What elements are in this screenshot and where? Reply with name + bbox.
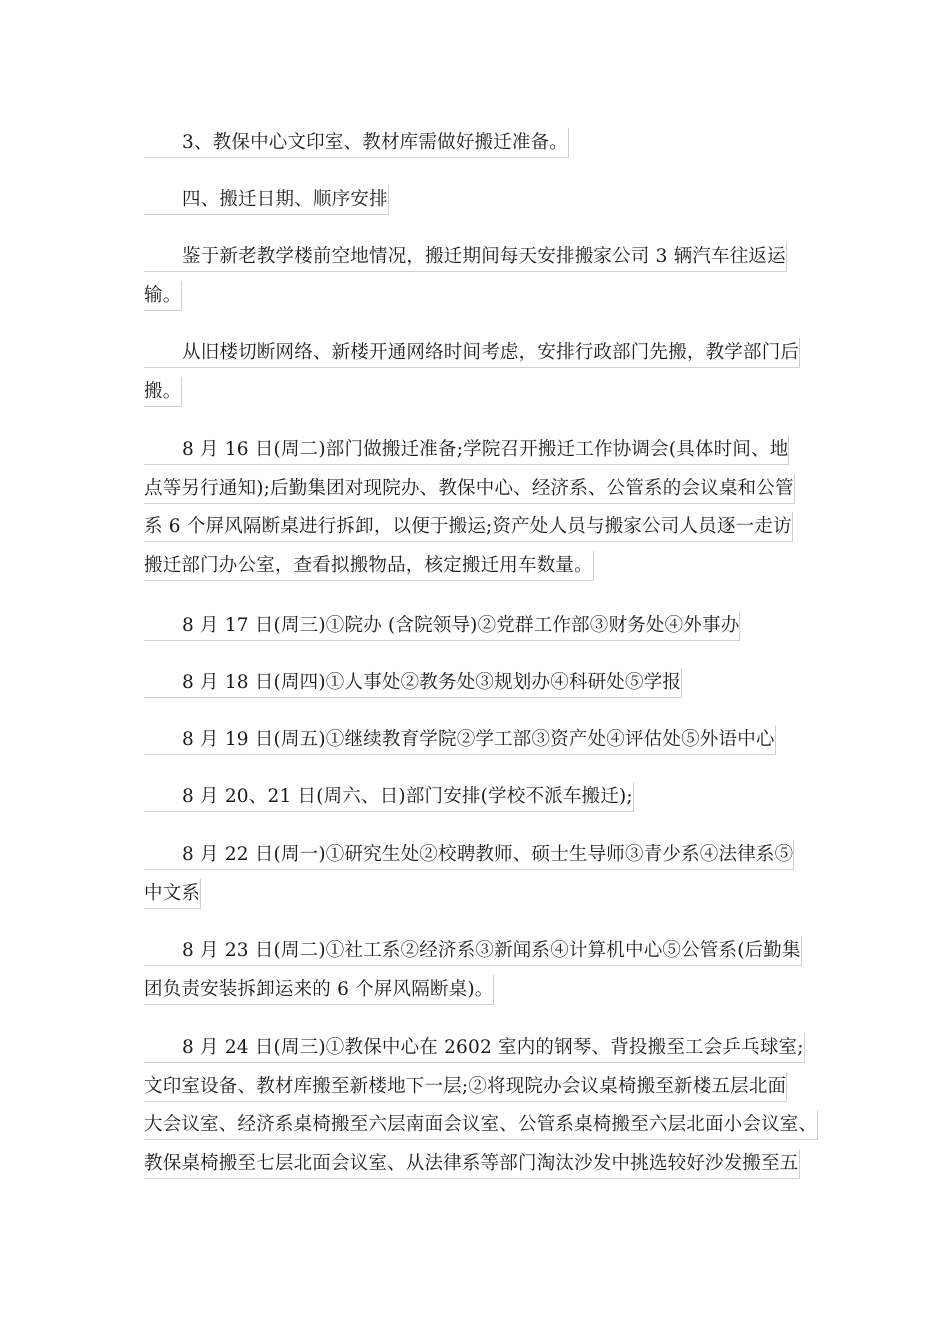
text-line: 文印室设备、教材库搬至新楼地下一层;②将现院办会议桌椅搬至新楼五层北面 [144,1072,787,1102]
text-line: 四、搬迁日期、顺序安排 [144,185,389,215]
text-line: 8 月 24 日(周三)①教保中心在 2602 室内的钢琴、背投搬至工会乒乓球室; [144,1033,805,1063]
text-line: 8 月 16 日(周二)部门做搬迁准备;学院召开搬迁工作协调会(具体时间、地 [144,435,789,465]
text-line: 从旧楼切断网络、新楼开通网络时间考虑，安排行政部门先搬，教学部门后 [144,338,800,368]
text-line: 8 月 23 日(周二)①社工系②经济系③新闻系④计算机中心⑤公管系(后勤集 [144,936,802,966]
paragraph-aug-16 [144,435,795,589]
text-line: 团负责安装拆卸运来的 6 个屏风隔断桌)。 [144,975,494,1005]
text-line: 点等另行通知);后勤集团对现院办、教保中心、经济系、公管系的会议桌和公管 [144,474,795,504]
text-line: 输。 [144,281,182,311]
section-heading [144,185,389,224]
text-line: 中文系 [144,879,201,909]
text-line: 8 月 20、21 日(周六、日)部门安排(学校不派车搬迁); [144,782,634,812]
paragraph-aug-20-21 [144,782,634,821]
paragraph-vehicles [144,242,787,319]
text-line: 搬。 [144,377,182,407]
paragraph-aug-22 [144,840,794,917]
text-line: 搬迁部门办公室，查看拟搬物品，核定搬迁用车数量。 [144,551,594,581]
text-line: 8 月 22 日(周一)①研究生处②校聘教师、硕士生导师③青少系④法律系⑤ [144,840,794,870]
paragraph-aug-17 [144,611,740,650]
text-line: 教保桌椅搬至七层北面会议室、从法律系等部门淘汰沙发中挑选较好沙发搬至五 [144,1149,800,1179]
paragraph-aug-24 [144,1033,818,1187]
paragraph-prep-note [144,128,569,167]
text-line: 3、教保中心文印室、教材库需做好搬迁准备。 [144,128,569,158]
text-line: 8 月 18 日(周四)①人事处②教务处③规划办④科研处⑤学报 [144,668,682,698]
text-line: 大会议室、经济系桌椅搬至六层南面会议室、公管系桌椅搬至六层北面小会议室、 [144,1110,818,1140]
paragraph-network-order [144,338,800,415]
text-line: 8 月 17 日(周三)①院办 (含院领导)②党群工作部③财务处④外事办 [144,611,740,641]
paragraph-aug-18 [144,668,682,707]
paragraph-aug-19 [144,725,776,764]
text-line: 8 月 19 日(周五)①继续教育学院②学工部③资产处④评估处⑤外语中心 [144,725,776,755]
paragraph-aug-23 [144,936,802,1013]
text-line: 系 6 个屏风隔断桌进行拆卸，以便于搬运;资产处人员与搬家公司人员逐一走访 [144,512,793,542]
text-line: 鉴于新老教学楼前空地情况，搬迁期间每天安排搬家公司 3 辆汽车往返运 [144,242,787,272]
